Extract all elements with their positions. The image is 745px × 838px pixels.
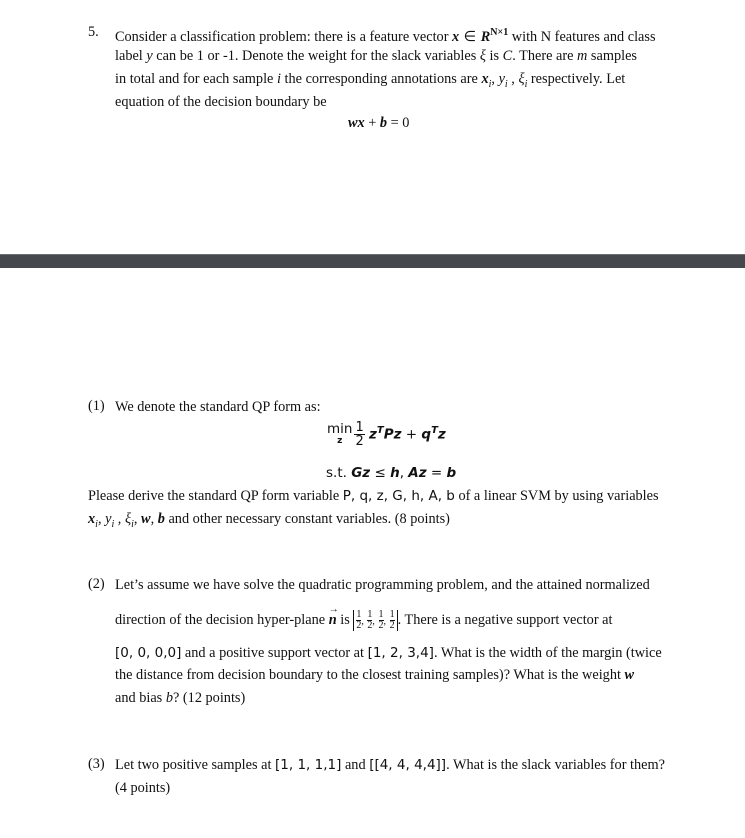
q5-line-3: in total and for each sample i the corresponding annotations are $x_i$, $y_i$ , $\xi_i$ respectively. Let — [115, 71, 626, 90]
question-number: 5. — [88, 24, 99, 40]
part-number: (2) — [88, 576, 105, 592]
q5-line-1: Consider a classification problem: there is a feature vector x ∈ $R^{N\times 1}$ with N features and class — [115, 27, 656, 45]
qp-constraints: s.t. Gz ≤ h, Az = b — [326, 465, 457, 481]
qp-objective: min z $\frac{1}{2}$ $z^TPz + q^Tz$ — [327, 420, 446, 449]
part-1-line-2: $x_i$, $y_i$ , $\xi_i$, w, b and other necessary constant variables. (8 points) — [88, 511, 450, 530]
half-fraction: $\frac{1}{2}$ — [355, 420, 364, 449]
normal-vector: n → — [329, 611, 337, 629]
part-3-line-2: (4 points) — [115, 780, 171, 796]
part-1-intro: We denote the standard QP form as: — [115, 399, 321, 415]
part-2-line-1: Let’s assume we have solve the quadratic programming problem, and the attained normalized — [115, 577, 650, 593]
part-2-line-4: the distance from decision boundary to the closest training samples)? What is the weight w — [115, 667, 635, 683]
vector-arrow-icon: → — [328, 603, 339, 615]
part-1-line-1: Please derive the standard QP form variable P, q, z, G, h, A, b of a linear SVM by using variables — [88, 488, 659, 504]
normalized-direction-vector: $\frac{1}{2}$ , $\frac{1}{2}$ , $\frac{1}{2}$ , $\frac{1}{2}$ — [353, 610, 397, 631]
part-2-line-2: direction of the decision hyper-plane n → is $\frac{1}{2}$ , $\frac{1}{2}$ , $\frac{1}{2}$ , $\frac{1}{2}$ . There is a negative support vector at — [115, 610, 613, 631]
q5-line-4: equation of the decision boundary be — [115, 94, 327, 110]
part-2-line-3: [0, 0, 0,0] and a positive support vector at [1, 2, 3,4]. What is the width of the margin (twice — [115, 645, 662, 661]
min-operator: min z — [327, 421, 353, 446]
page-divider — [0, 254, 745, 268]
decision-boundary-equation: wx + b = 0 — [348, 115, 410, 131]
part-3-line-1: Let two positive samples at [1, 1, 1,1] and [[4, 4, 4,4]]. What is the slack variables for them? — [115, 757, 665, 773]
part-2-line-5: and bias b? (12 points) — [115, 690, 246, 706]
part-number: (1) — [88, 398, 105, 414]
q5-line-2: label y can be 1 or -1. Denote the weight for the slack variables ξ is C. There are m samples — [115, 48, 637, 64]
part-number: (3) — [88, 756, 105, 772]
